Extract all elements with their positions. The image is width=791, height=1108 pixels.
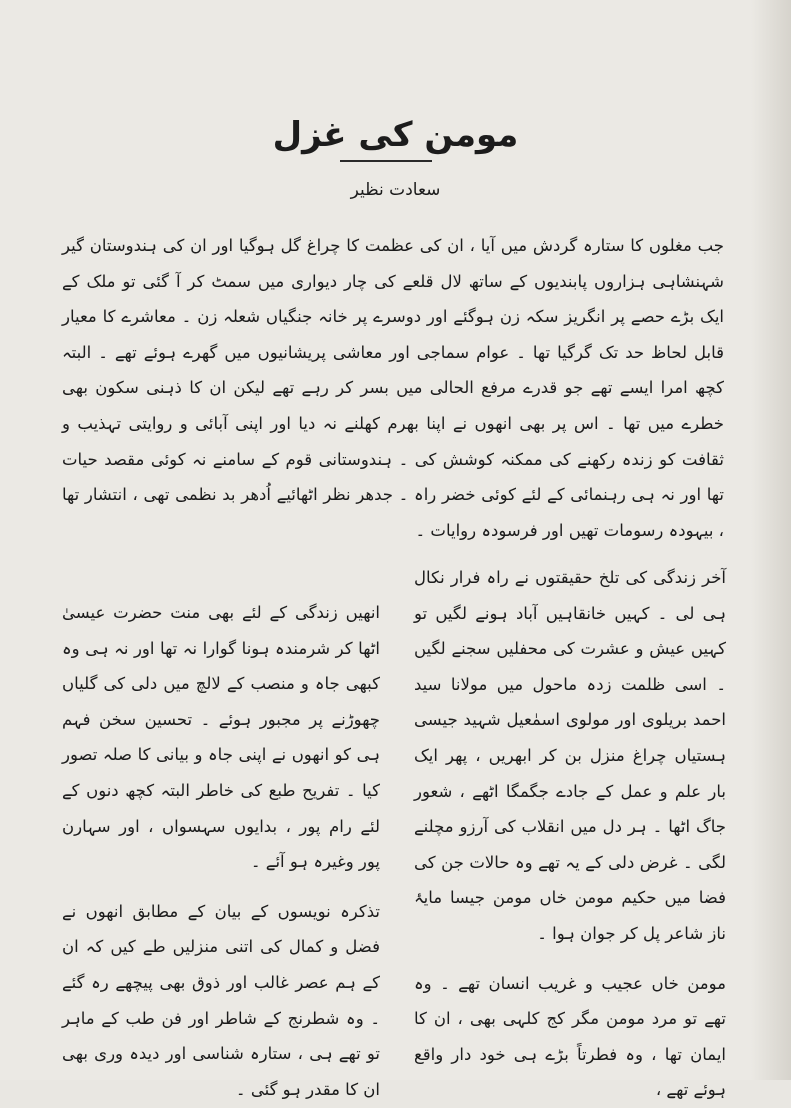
article-title: مومن کی غزل	[272, 115, 519, 155]
paragraph: مومن خاں عجیب و غریب انسان تھے ۔ وہ تھے تو مرد مومن مگر کج کلہی بھی ، ان کا ایمان تھا ، وہ فطرتاً بڑے ہی خود دار واقع ہوئے تھے ،	[414, 973, 726, 1100]
intro-paragraph: جب مغلوں کا ستارہ گردش میں آیا ، ان کی عظمت کا چراغ گل ہوگیا اور ان کی ہندوستان گیر شہنشاہی ہزاروں پابندیوں کے ساتھ لال قلعے کی چار دیواری میں سمٹ کر آ گئی تو ملک کے ایک بڑے حصے پر انگریز سکہ زن ہوگئے اور دوسرے پر خانہ جنگیاں شعلہ زن ۔ معاشرے کا معیار قابل لحاظ حد تک گرگیا تھا ۔ عوام سماجی اور معاشی پریشانیوں میں گھرے ہوئے تھے ۔ البتہ کچھ امرا ایسے تھے جو قدرے مرفع الحالی میں بسر کر رہے تھے لیکن ان کا ذہنی سکون بھی خطرے میں تھا ۔ اس پر بھی انھوں نے اپنا بھرم کھلنے نہ دیا اور اپنی آبائی و روایتی تہذیب و ثقافت کو زندہ رکھنے کی ممکنہ کوشش کی ۔ ہندوستانی قوم کے سامنے نہ کوئی مقصد حیات تھا اور نہ ہی رہنمائی کے لئے کوئی خضر راہ ۔ جدھر نظر اٹھائیے اُدھر بد نظمی تھی ، انتشار تھا ، بیہودہ رسومات تھیں اور فرسودہ روایات ۔	[62, 236, 724, 540]
left-column	[62, 595, 380, 1107]
paragraph: آخر زندگی کی تلخ حقیقتوں نے راہ فرار نکال ہی لی ۔ کہیں خانقاہیں آباد ہونے لگیں تو کہیں عیش و عشرت کی محفلیں سجنے لگیں ۔ اسی ظلمت زدہ ماحول میں مولانا سید احمد بریلوی اور مولوی اسمٰعیل شہید جیسی ہستیاں چراغ منزل بن کر ابھریں ، پھر ایک بار علم و عمل کے جادے جگمگا اٹھے ، شعور جاگ اٹھا ۔ ہر دل میں انقلاب کی آرزو مچلنے لگی ۔ غرض دلی کے یہ تھے وہ حالات جن کی فضا میں حکیم مومن خاں مومن جیسا مایۂ ناز شاعر پل کر جوان ہوا ۔	[414, 568, 726, 943]
page-gutter-shadow	[751, 0, 791, 1080]
paragraph: انھیں زندگی کے لئے بھی منت حضرت عیسیٰ اٹھا کر شرمندہ ہونا گوارا نہ تھا اور نہ ہی وہ کبھی جاہ و منصب کے لالچ میں دلی کی گلیاں چھوڑنے پر مجبور ہوئے ۔ تحسین سخن فہم ہی کو انھوں نے اپنی جاہ و بیانی کا صلہ تصور کیا ۔ تفریح طبع کی خاطر البتہ کچھ دنوں کے لئے رام پور ، بدایوں سہسواں ، اور سہارن پور وغیرہ ہو آئے ۔	[62, 603, 380, 872]
right-column	[414, 560, 726, 1108]
paragraph: تذکرہ نویسوں کے بیان کے مطابق انھوں نے فضل و کمال کی اتنی منزلیں طے کیں کہ ان کے ہم عصر غالب اور ذوق بھی پیچھے رہ گئے ۔ وہ شطرنج کے شاطر اور فن طب کے ماہر تو تھے ہی ، ستارہ شناسی اور دیدہ وری بھی ان کا مقدر ہو گئی ۔	[62, 901, 380, 1099]
article-author: سعادت نظیر	[350, 180, 441, 200]
title-divider	[340, 160, 432, 162]
